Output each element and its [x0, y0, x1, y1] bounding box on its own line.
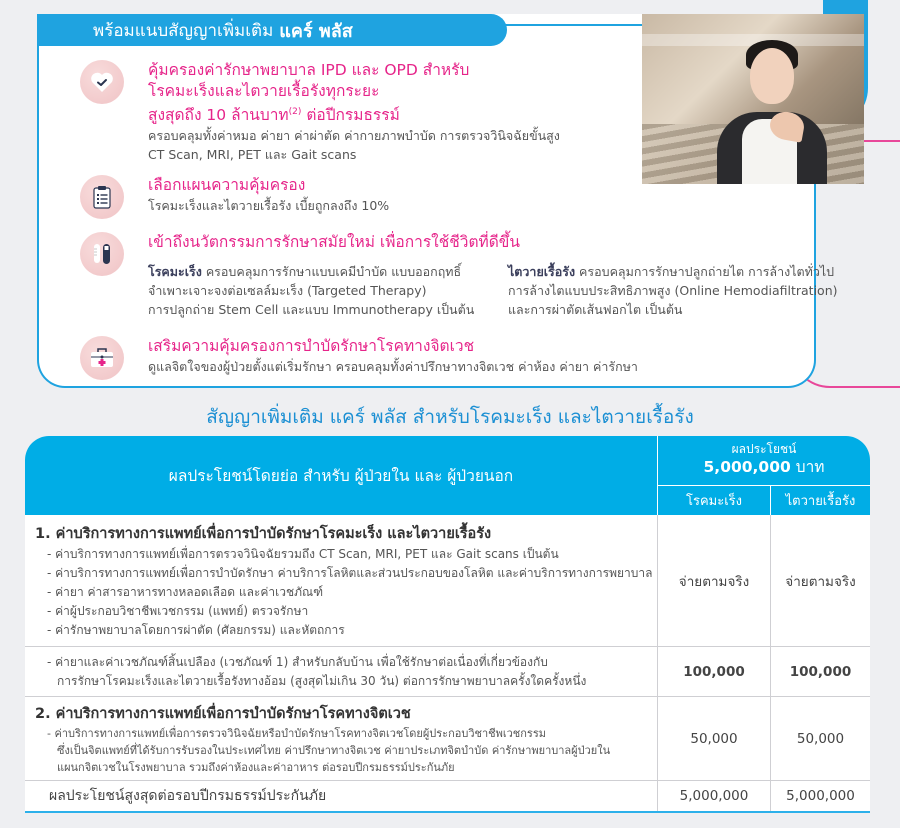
- row-item: - ค่าผู้ประกอบวิชาชีพเวชกรรม (แพทย์) ตรวจรักษา: [47, 604, 309, 618]
- benefit-innovation: [80, 232, 868, 319]
- clipboard-list-icon: [80, 175, 124, 219]
- benefit-title-line: สูงสุดถึง 10 ล้านบาท$^{(2)}$ ต่อปีกรมธรรม์: [148, 106, 400, 125]
- table-row: [25, 697, 870, 781]
- benefit-title-line: โรคมะเร็งและไตวายเรื้อรังทุกระยะ: [148, 82, 380, 100]
- promo-photo-woman-heart-hands: [642, 14, 864, 184]
- cell-cancer-total: 5,000,000: [657, 781, 770, 811]
- row-item: - ค่าบริการทางการแพทย์เพื่อการบำบัดรักษา ค่าบริการโลหิตและส่วนประกอบของโลหิต และค่าบริการทางการพยาบาล: [47, 566, 653, 580]
- promo-title-product: แคร์ พลัส: [279, 20, 353, 42]
- benefit-title: เสริมความคุ้มครองการบำบัดรักษาโรคทางจิตเวช: [148, 337, 475, 355]
- kidney-label: ไตวายเรื้อรัง: [508, 264, 576, 279]
- row-title: 1. ค่าบริการทางการแพทย์เพื่อการบำบัดรักษาโรคมะเร็ง และไตวายเรื้อรัง: [35, 526, 492, 542]
- total-label: ผลประโยชน์สูงสุดต่อรอบปีกรมธรรม์ประกันภัย: [49, 788, 327, 804]
- cell-cancer: 100,000: [657, 647, 770, 696]
- row-item: - ค่ายา ค่าสารอาหารทางหลอดเลือด และค่าเวชภัณฑ์: [47, 585, 324, 599]
- heart-check-icon: [80, 60, 124, 104]
- cell-kidney-total: 5,000,000: [770, 781, 870, 811]
- benefit-psychiatric: [80, 336, 638, 380]
- table-header: [25, 436, 870, 515]
- footnote-marker: (2): [288, 107, 302, 117]
- row-item: - ค่ายาและค่าเวชภัณฑ์สิ้นเปลือง (เวชภัณฑ์ 1) สำหรับกลับบ้าน เพื่อใช้รักษาต่อเนื่องที่เกี่ยวข้องกับ: [47, 655, 548, 669]
- row-item: ซึ่งเป็นจิตแพทย์ที่ได้รับการรับรองในประเทศไทย ค่าปรึกษาทางจิตเวช ค่ายาประเภทจิตบำบัด ค่ารักษาพยาบาลผู้ป่วยใน: [57, 744, 611, 757]
- cancer-label: โรคมะเร็ง: [148, 264, 202, 279]
- row-item: - ค่ารักษาพยาบาลโดยการผ่าตัด (ศัลยกรรม) และหัตถการ: [47, 623, 345, 637]
- header-benefit-summary: ผลประโยชน์โดยย่อ สำหรับ ผู้ป่วยใน และ ผู้ป่วยนอก: [168, 467, 514, 485]
- benefit-desc-line: ครอบคลุมทั้งค่าหมอ ค่ายา ค่าผ่าตัด ค่ากายภาพบำบัด การตรวจวินิจฉัยขั้นสูง: [148, 128, 560, 144]
- benefit-title: เลือกแผนความคุ้มครอง: [148, 176, 306, 194]
- benefit-desc: ดูแลจิตใจของผู้ป่วยตั้งแต่เริ่มรักษา ครอบคลุมทั้งค่าปรึกษาทางจิตเวช ค่าห้อง ค่ายา ค่ารักษา: [148, 359, 638, 374]
- benefit-title-line: คุ้มครองค่ารักษาพยาบาล IPD และ OPD สำหรับ: [148, 61, 470, 79]
- row-item: การรักษาโรคมะเร็งและไตวายเรื้อรังทางอ้อม (สูงสุดไม่เกิน 30 วัน) ต่อการรักษาพยาบาลครั้งใดครั้งหนึ่ง: [57, 674, 587, 688]
- benefit-plan-choice: [80, 175, 389, 219]
- benefit-ipd-opd: [80, 60, 560, 164]
- section-heading: สัญญาเพิ่มเติม แคร์ พลัส สำหรับโรคมะเร็ง และไตวายเรื้อรัง: [206, 406, 694, 428]
- cancer-treatment-column: โรคมะเร็ง ครอบคลุมการรักษาแบบเคมีบำบัด แบบออกฤทธิ์ จำเพาะเจาะจงต่อเซลล์มะเร็ง (Targeted Therapy) การปลูกถ่าย Stem Cell และแบบ Immunotherapy เป็นต้น: [148, 264, 475, 317]
- header-col-cancer: โรคมะเร็ง: [657, 485, 770, 515]
- cell-cancer: จ่ายตามจริง: [657, 515, 770, 646]
- cell-cancer: 50,000: [657, 697, 770, 780]
- benefit-desc: โรคมะเร็งและไตวายเรื้อรัง เบี้ยถูกลงถึง 10%: [148, 198, 390, 213]
- table-row-total: [25, 781, 870, 811]
- header-col-kidney: ไตวายเรื้อรัง: [770, 485, 870, 515]
- benefit-desc-line: CT Scan, MRI, PET และ Gait scans: [148, 147, 357, 163]
- row-item: - ค่าบริการทางการแพทย์เพื่อการตรวจวินิจฉัยรวมถึง CT Scan, MRI, PET และ Gait scans เป็นต้น: [47, 547, 559, 561]
- cell-kidney: 100,000: [770, 647, 870, 696]
- kidney-treatment-column: ไตวายเรื้อรัง ครอบคลุมการรักษาปลูกถ่ายไต การล้างไตทั่วไป การล้างไตแบบประสิทธิภาพสูง (Online Hemodiafiltration) และการผ่าตัดเส้นฟอกไต เป็นต้น: [508, 264, 838, 317]
- header-benefit-amount: ผลประโยชน์ 5,000,000 บาท: [657, 436, 870, 485]
- promo-title-bar: [37, 14, 507, 46]
- test-tubes-icon: [80, 232, 124, 276]
- row-item: แผนกจิตเวชในโรงพยาบาล รวมถึงค่าห้องและค่าอาหาร ต่อรอบปีกรมธรรม์ประกันภัย: [57, 761, 455, 774]
- benefits-table: [25, 436, 870, 813]
- table-row: [25, 515, 870, 647]
- row-item: - ค่าบริการทางการแพทย์เพื่อการตรวจวินิจฉัยหรือบำบัดรักษาโรคทางจิตเวชโดยผู้ประกอบวิชาชีพเวชกรรม: [47, 727, 547, 740]
- table-row: [25, 647, 870, 697]
- benefit-title: เข้าถึงนวัตกรรมการรักษาสมัยใหม่ เพื่อการใช้ชีวิตที่ดีขึ้น: [148, 233, 520, 251]
- row-title: 2. ค่าบริการทางการแพทย์เพื่อการบำบัดรักษาโรคทางจิตเวช: [35, 706, 411, 722]
- medical-kit-icon: [80, 336, 124, 380]
- cell-kidney: 50,000: [770, 697, 870, 780]
- cell-kidney: จ่ายตามจริง: [770, 515, 870, 646]
- promo-title-prefix: พร้อมแนบสัญญาเพิ่มเติม: [93, 20, 274, 41]
